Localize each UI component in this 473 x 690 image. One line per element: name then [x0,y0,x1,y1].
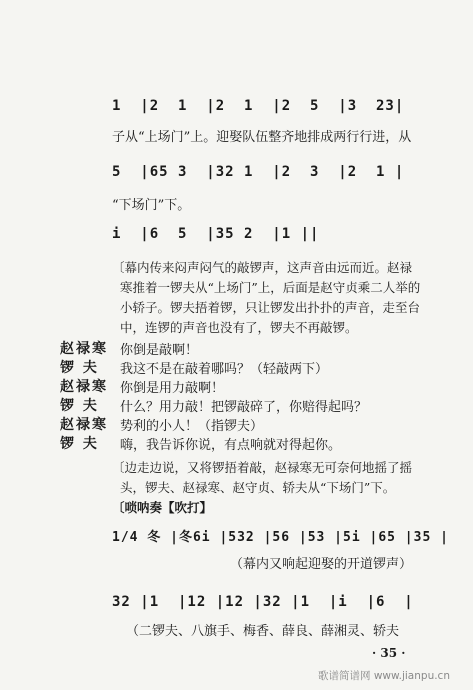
dialogue-role-2: 锣 夫 [60,360,99,376]
dialogue-role-4: 锣 夫 [60,398,99,414]
jianpu-staff-3: i |6 5 |35 2 |1 || [112,226,320,242]
stage-direction-1-line-4: 中，连锣的声音也没有了，锣夫不再敲锣。 [120,320,358,335]
stage-direction-1-line-1: 〔幕内传来闷声闷气的敲锣声，这声音由远而近。赵禄 [112,260,413,275]
dialogue-role-3: 赵禄寒 [60,379,108,395]
stage-direction-1-line-2: 寒推着一锣夫从“上场门”上，后面是赵守贞乘二人举的 [120,280,421,295]
lyric-line-2: “下场门”下。 [112,198,191,213]
dialogue-role-1: 赵禄寒 [60,341,108,357]
music-note: （幕内又响起迎娶的开道锣声） [230,557,413,572]
lyric-line-1: 子从“上场门”上。迎娶队伍整齐地排成两行行进，从 [112,130,412,145]
dialogue-line-4: 什么？用力敲！把锣敲碎了，你赔得起吗？ [120,400,368,415]
jianpu-staff-4: 1/4 冬 |冬6i |532 |56 |53 |5i |65 |35 | [112,530,449,545]
watermark: 歌谱简谱网 www.jianpu.cn [318,670,450,682]
jianpu-staff-1: 1 |2 1 |2 1 |2 5 |3 23| [112,98,405,114]
dialogue-line-3: 你倒是用力敲啊！ [120,381,225,396]
jianpu-staff-2: 5 |65 3 |32 1 |2 3 |2 1 | [112,164,405,180]
dialogue-role-6: 锣 夫 [60,436,99,452]
jianpu-staff-5: 32 |1 |12 |12 |32 |1 |i |6 | [112,594,414,610]
dialogue-line-2: 我这不是在敲着哪吗？（轻敲两下） [120,362,329,377]
stage-direction-2-line-2: 头，锣夫、赵禄寒、赵守贞、轿夫从“下场门”下。 [120,480,396,495]
music-cue: 〔唢呐奏【吹打】 [112,500,213,515]
dialogue-line-1: 你倒是敲啊！ [120,343,199,358]
dialogue-line-6: 嗨，我告诉你说，有点响就对得起你。 [120,438,342,453]
lyric-line-3: （二锣夫、八旗手、梅香、薛良、薛湘灵、轿夫 [126,624,400,639]
stage-direction-1-line-3: 小轿子。锣夫捂着锣，只让锣发出扑扑的声音，走至台 [120,300,421,315]
dialogue-line-5: 势利的小人！（指锣夫） [120,419,264,434]
page-number: · 35 · [372,646,406,660]
dialogue-role-5: 赵禄寒 [60,417,108,433]
stage-direction-2-line-1: 〔边走边说，又将锣捂着敲，赵禄寒无可奈何地摇了摇 [112,460,413,475]
